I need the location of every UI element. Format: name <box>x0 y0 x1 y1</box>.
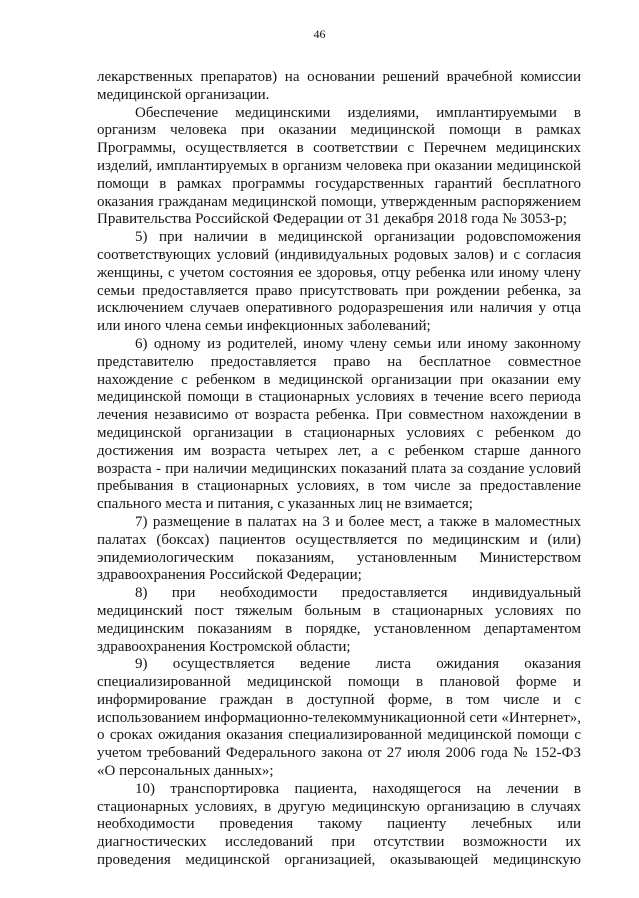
text-line: представителю предоставляется право на бесплатное совместное <box>97 353 581 370</box>
text-line: организм человека при оказании медицинской помощи в рамках <box>97 122 581 139</box>
text-line: эпидемиологическим показаниям, установленным Министерством <box>97 549 581 566</box>
text-line: лекарственных препаратов) на основании решений врачебной комиссии <box>97 69 581 85</box>
text-line: информирование граждан в доступной форме, в том числе и с <box>97 691 581 708</box>
text-line: или иного члена семьи инфекционных заболеваний; <box>97 318 431 335</box>
text-line: 7) размещение в палатах на 3 и более мест, а также в маломестных <box>135 513 581 530</box>
text-line: Программы, осуществляется в соответствии с Перечнем медицинских <box>97 140 581 157</box>
text-line: соответствующих условий (индивидуальных родовых залов) и с согласия <box>97 246 581 263</box>
text-line: палатах (боксах) пациентов осуществляется по медицинским и (или) <box>97 531 581 548</box>
text-line: возраста - при наличии медицинских показаний плата за создание условий <box>97 460 581 477</box>
text-line: оказания гражданам медицинской помощи, утвержденным распоряжением <box>97 193 581 210</box>
text-line: медицинским показаниям в порядке, установленном департаментом <box>97 620 581 637</box>
paragraph-implants <box>97 105 581 230</box>
text-line: медицинской организации. <box>97 86 270 103</box>
text-line: помощи в рамках программы государственных гарантий бесплатного <box>97 175 581 192</box>
paragraph-item-5 <box>97 229 581 336</box>
paragraph-item-9 <box>97 656 581 781</box>
text-line: исключением случаев оперативного родоразрешения или наличия у отца <box>97 300 581 317</box>
document-body <box>97 69 581 870</box>
text-line: женщины, с учетом состояния ее здоровья, отцу ребенка или иному члену <box>97 264 581 281</box>
text-line: «О персональных данных»; <box>97 763 274 780</box>
paragraph-item-6 <box>97 336 581 514</box>
text-line: медицинской организации в стационарных условиях с ребенком до <box>97 424 581 441</box>
text-line: Правительства Российской Федерации от 31 декабря 2018 года № 3053-р; <box>97 211 567 228</box>
paragraph-continuation <box>97 69 581 105</box>
text-line: 9) осуществляется ведение листа ожидания оказания <box>135 656 581 673</box>
text-line: учетом требований Федерального закона от 27 июля 2006 года № 152-ФЗ <box>97 745 581 762</box>
page-number: 46 <box>313 27 326 41</box>
text-line: 5) при наличии в медицинской организации родовспоможения <box>135 229 581 246</box>
text-line: пребывания в стационарных условиях, в том числе за предоставление <box>97 478 581 495</box>
text-line: медицинской помощи в стационарных условиях в течение всего периода <box>97 389 581 406</box>
text-line: 8) при необходимости предоставляется индивидуальный <box>135 585 581 602</box>
text-line: медицинский пост тяжелым больным в стационарных условиях по <box>97 602 581 619</box>
text-line: о сроках ожидания оказания специализированной медицинской помощи с <box>97 727 581 744</box>
paragraph-item-7 <box>97 514 581 585</box>
text-line: проведения медицинской организацией, оказывающей медицинскую <box>97 852 581 869</box>
text-line: спального места и питания, с указанных лиц не взимается; <box>97 496 473 513</box>
text-line: лечения независимо от возраста ребенка. При совместном нахождении в <box>97 407 581 424</box>
paragraph-item-10 <box>97 781 581 870</box>
text-line: здравоохранения Костромской области; <box>97 638 351 655</box>
text-line: нахождение с ребенком в медицинской организации при оказании ему <box>97 371 581 388</box>
text-line: изделий, имплантируемых в организм человека при оказании медицинской <box>97 157 581 174</box>
text-line: достижения им возраста четырех лет, а с ребенком старше данного <box>97 442 581 459</box>
text-line: семьи предоставляется право присутствовать при рождении ребенка, за <box>97 282 581 299</box>
text-line: 10) транспортировка пациента, находящегося на лечении в <box>135 780 581 797</box>
text-line: стационарных условиях, в другую медицинскую организацию в случаях <box>97 798 581 815</box>
text-line: использованием информационно-телекоммуникационной сети «Интернет», <box>97 709 581 726</box>
text-line: Обеспечение медицинскими изделиями, имплантируемыми в <box>135 104 581 121</box>
text-line: необходимости проведения такому пациенту лечебных или <box>97 816 581 833</box>
paragraph-item-8 <box>97 585 581 656</box>
text-line: специализированной медицинской помощи в плановой форме и <box>97 674 581 691</box>
text-line: здравоохранения Российской Федерации; <box>97 567 362 584</box>
text-line: 6) одному из родителей, иному члену семьи или иному законному <box>135 335 581 352</box>
text-line: диагностических исследований при отсутствии возможности их <box>97 834 581 851</box>
